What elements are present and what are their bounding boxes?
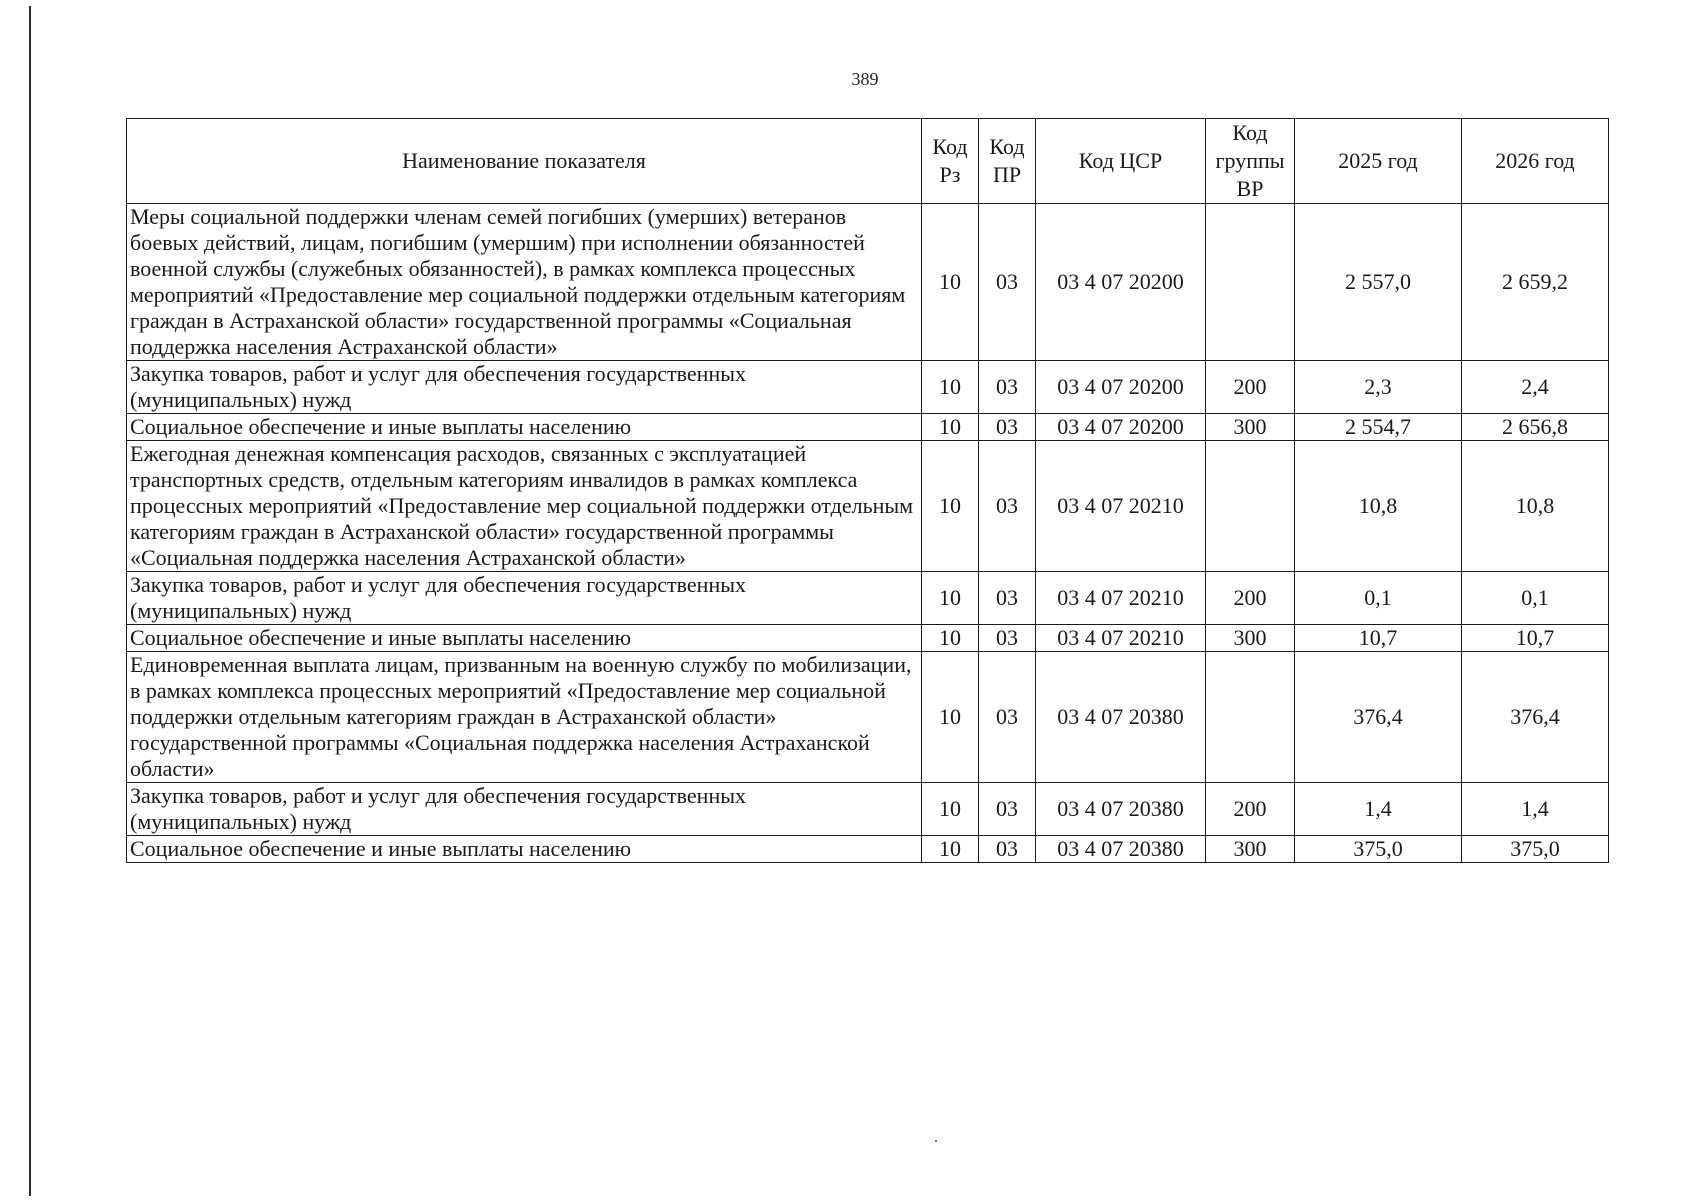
binding-edge-line [29, 6, 31, 1196]
row-pr: 03 [979, 441, 1036, 572]
row-vr [1206, 441, 1295, 572]
row-name: Меры социальной поддержки членам семей погибших (умерших) ветеранов боевых действий, лицам, погибшим (умершим) при исполнении обязанностей военной службы (служебных обязанностей), в рамках комплекса процессных мероприятий «Предоставление мер социальной поддержки отдельным категориям граждан в Астраханской области» государственной программы «Социальная поддержка населения Астраханской области» [127, 204, 922, 361]
row-rz: 10 [922, 361, 979, 414]
row-2026: 2 656,8 [1462, 414, 1609, 441]
row-rz: 10 [922, 836, 979, 863]
table-row [127, 836, 1609, 863]
page-number: 389 [851, 69, 879, 89]
table-row [127, 361, 1609, 414]
row-2026: 2 659,2 [1462, 204, 1609, 361]
scan-speck [935, 1140, 937, 1142]
row-2026: 10,7 [1462, 625, 1609, 652]
row-csr: 03 4 07 20380 [1036, 783, 1206, 836]
row-csr: 03 4 07 20200 [1036, 204, 1206, 361]
row-pr: 03 [979, 572, 1036, 625]
row-rz: 10 [922, 441, 979, 572]
row-2025: 1,4 [1295, 783, 1462, 836]
row-2025: 2 554,7 [1295, 414, 1462, 441]
row-2026: 1,4 [1462, 783, 1609, 836]
row-name: Единовременная выплата лицам, призванным на военную службу по мобилизации, в рамках комплекса процессных мероприятий «Предоставление мер социальной поддержки отдельным категориям граждан в Астраханской области» государственной программы «Социальная поддержка населения Астраханской области» [127, 652, 922, 783]
row-vr [1206, 652, 1295, 783]
table-row [127, 783, 1609, 836]
table-row [127, 625, 1609, 652]
table-row [127, 572, 1609, 625]
row-vr [1206, 204, 1295, 361]
header-name: Наименование показателя [127, 119, 922, 204]
row-rz: 10 [922, 625, 979, 652]
table-row [127, 441, 1609, 572]
row-2025: 10,8 [1295, 441, 1462, 572]
row-pr: 03 [979, 783, 1036, 836]
row-csr: 03 4 07 20210 [1036, 625, 1206, 652]
row-name: Закупка товаров, работ и услуг для обеспечения государственных (муниципальных) нужд [127, 361, 922, 414]
header-2025: 2025 год [1295, 119, 1462, 204]
table-row [127, 652, 1609, 783]
row-2025: 10,7 [1295, 625, 1462, 652]
header-rz: Код Рз [922, 119, 979, 204]
row-pr: 03 [979, 836, 1036, 863]
row-csr: 03 4 07 20200 [1036, 361, 1206, 414]
budget-table [126, 118, 1609, 863]
header-2026: 2026 год [1462, 119, 1609, 204]
row-2025: 2 557,0 [1295, 204, 1462, 361]
row-2026: 2,4 [1462, 361, 1609, 414]
header-pr: Код ПР [979, 119, 1036, 204]
row-2025: 376,4 [1295, 652, 1462, 783]
row-2026: 0,1 [1462, 572, 1609, 625]
row-csr: 03 4 07 20380 [1036, 652, 1206, 783]
row-2026: 10,8 [1462, 441, 1609, 572]
row-rz: 10 [922, 572, 979, 625]
row-pr: 03 [979, 414, 1036, 441]
row-csr: 03 4 07 20210 [1036, 441, 1206, 572]
row-rz: 10 [922, 204, 979, 361]
row-vr: 300 [1206, 836, 1295, 863]
row-vr: 200 [1206, 572, 1295, 625]
row-rz: 10 [922, 652, 979, 783]
row-vr: 200 [1206, 361, 1295, 414]
table-row [127, 414, 1609, 441]
row-csr: 03 4 07 20380 [1036, 836, 1206, 863]
row-2026: 375,0 [1462, 836, 1609, 863]
row-vr: 300 [1206, 625, 1295, 652]
row-2025: 375,0 [1295, 836, 1462, 863]
row-2025: 0,1 [1295, 572, 1462, 625]
row-2025: 2,3 [1295, 361, 1462, 414]
row-name: Закупка товаров, работ и услуг для обеспечения государственных (муниципальных) нужд [127, 572, 922, 625]
row-vr: 300 [1206, 414, 1295, 441]
header-vr: Код группы ВР [1206, 119, 1295, 204]
row-pr: 03 [979, 361, 1036, 414]
table-row [127, 204, 1609, 361]
row-pr: 03 [979, 625, 1036, 652]
row-name: Социальное обеспечение и иные выплаты населению [127, 625, 922, 652]
row-vr: 200 [1206, 783, 1295, 836]
row-pr: 03 [979, 652, 1036, 783]
row-rz: 10 [922, 414, 979, 441]
table-header-row [127, 119, 1609, 204]
row-name: Закупка товаров, работ и услуг для обеспечения государственных (муниципальных) нужд [127, 783, 922, 836]
header-csr: Код ЦСР [1036, 119, 1206, 204]
row-name: Социальное обеспечение и иные выплаты населению [127, 836, 922, 863]
row-csr: 03 4 07 20210 [1036, 572, 1206, 625]
row-csr: 03 4 07 20200 [1036, 414, 1206, 441]
row-2026: 376,4 [1462, 652, 1609, 783]
row-name: Социальное обеспечение и иные выплаты населению [127, 414, 922, 441]
row-name: Ежегодная денежная компенсация расходов, связанных с эксплуатацией транспортных средств, отдельным категориям инвалидов в рамках комплекса процессных мероприятий «Предоставление мер социальной поддержки отдельным категориям граждан в Астраханской области» государственной программы «Социальная поддержка населения Астраханской области» [127, 441, 922, 572]
row-rz: 10 [922, 783, 979, 836]
row-pr: 03 [979, 204, 1036, 361]
